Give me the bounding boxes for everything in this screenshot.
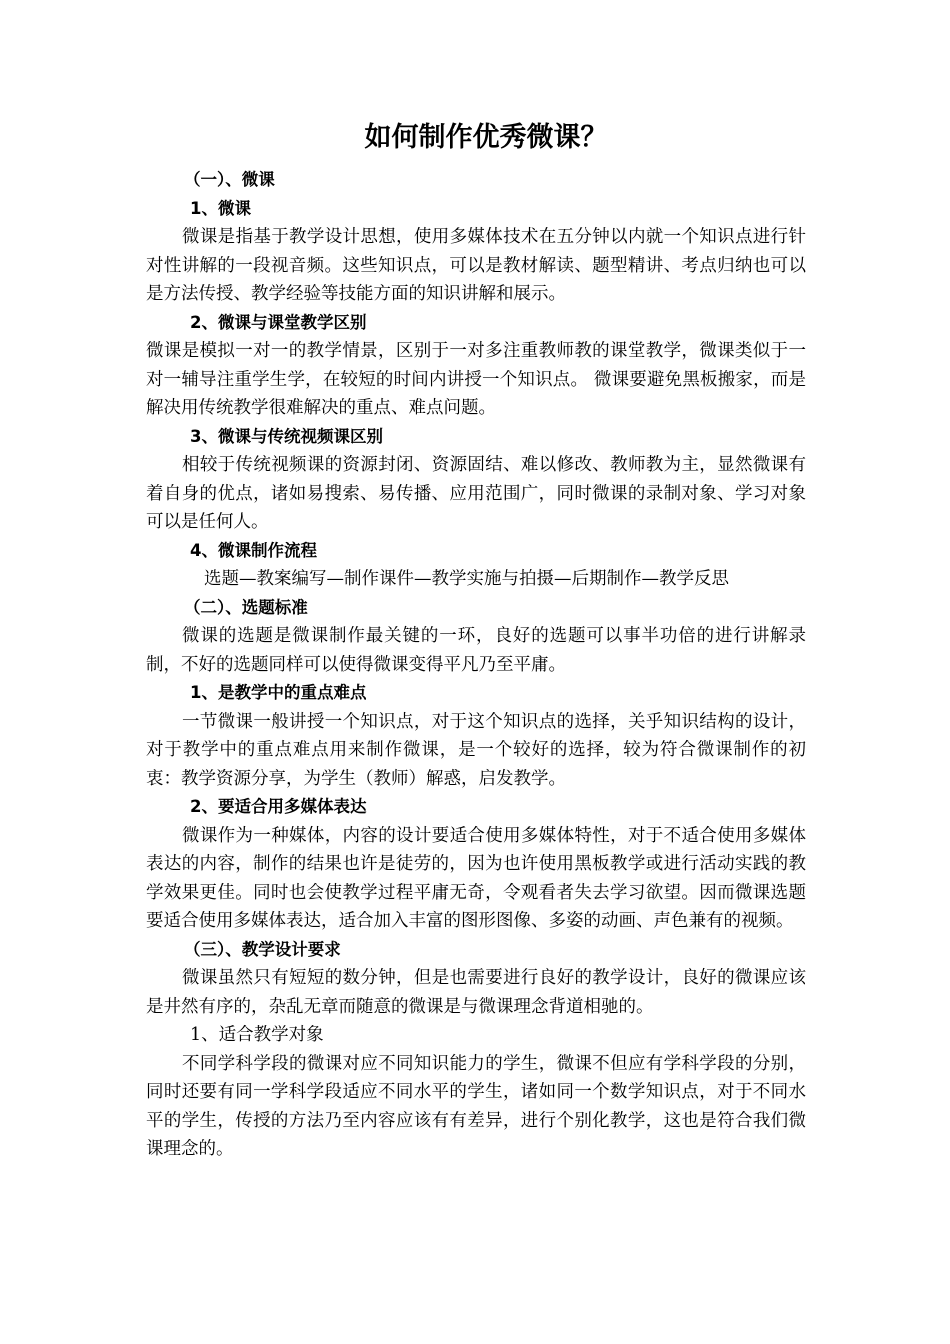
section-heading: （二）、选题标准	[184, 597, 308, 617]
subsection-heading: 1、微课	[190, 198, 251, 218]
paragraph: 微课是指基于教学设计思想，使用多媒体技术在五分钟以内就一个知识点进行针对性讲解的一段视音频。这些知识点，可以是教材解读、题型精讲、考点归纳也可以是方法传授、教学经验等技能方面的知识讲解和展示。	[146, 227, 806, 304]
subsection-heading: 2、要适合用多媒体表达	[190, 797, 367, 816]
paragraph: 微课是模拟一对一的教学情景，区别于一对多注重教师教的课堂教学，微课类似于一对一辅导注重学生学，在较短的时间内讲授一个知识点。 微课要避免黑板搬家，而是解决用传统教学很难解决的重点、难点问题。	[146, 341, 806, 418]
workflow-line: 选题—教案编写—制作课件—教学实施与拍摄—后期制作—教学反思	[204, 569, 729, 589]
subsection-heading: 4、微课制作流程	[190, 540, 317, 560]
paragraph: 一节微课一般讲授一个知识点，对于这个知识点的选择，关乎知识结构的设计，对于教学中的重点难点用来制作微课，是一个较好的选择，较为符合微课制作的初衷：教学资源分享，为学生（教师）解惑，启发教学。	[146, 711, 806, 789]
section-heading: （一）、微课	[184, 170, 275, 189]
paragraph: 相较于传统视频课的资源封闭、资源固结、难以修改、教师教为主，显然微课有着自身的优点，诸如易搜索、易传播、应用范围广，同时微课的录制对象、学习对象可以是任何人。	[146, 455, 806, 532]
paragraph: 微课的选题是微课制作最关键的一环，良好的选题可以事半功倍的进行讲解录制，不好的选题同样可以使得微课变得平凡乃至平庸。	[146, 626, 806, 675]
subsection-heading: 1、适合教学对象	[190, 1025, 324, 1045]
paragraph: 不同学科学段的微课对应不同知识能力的学生，微课不但应有学科学段的分别，同时还要有同一学科学段适应不同水平的学生，诸如同一个数学知识点，对于不同水平的学生，传授的方法乃至内容应该有有差异，进行个别化教学，这也是符合我们微课理念的。	[146, 1053, 806, 1159]
document-title: 如何制作优秀微课？	[364, 122, 608, 153]
subsection-heading: 3、微课与传统视频课区别	[190, 426, 383, 446]
subsection-heading: 2、微课与课堂教学区别	[190, 312, 367, 332]
subsection-heading: 1、是教学中的重点难点	[190, 683, 367, 702]
paragraph: 微课作为一种媒体，内容的设计要适合使用多媒体特性，对于不适合使用多媒体表达的内容，制作的结果也许是徒劳的，因为也许使用黑板教学或进行活动实践的教学效果更佳。同时也会使教学过程平庸无奇，令观看者失去学习欲望。因而微课选题要适合使用多媒体表达，适合加入丰富的图形图像、多姿的动画、声色兼有的视频。	[146, 825, 806, 931]
section-heading: （三）、教学设计要求	[184, 939, 341, 959]
paragraph: 微课虽然只有短短的数分钟，但是也需要进行良好的教学设计，良好的微课应该是井然有序的，杂乱无章而随意的微课是与微课理念背道相驰的。	[146, 968, 806, 1017]
